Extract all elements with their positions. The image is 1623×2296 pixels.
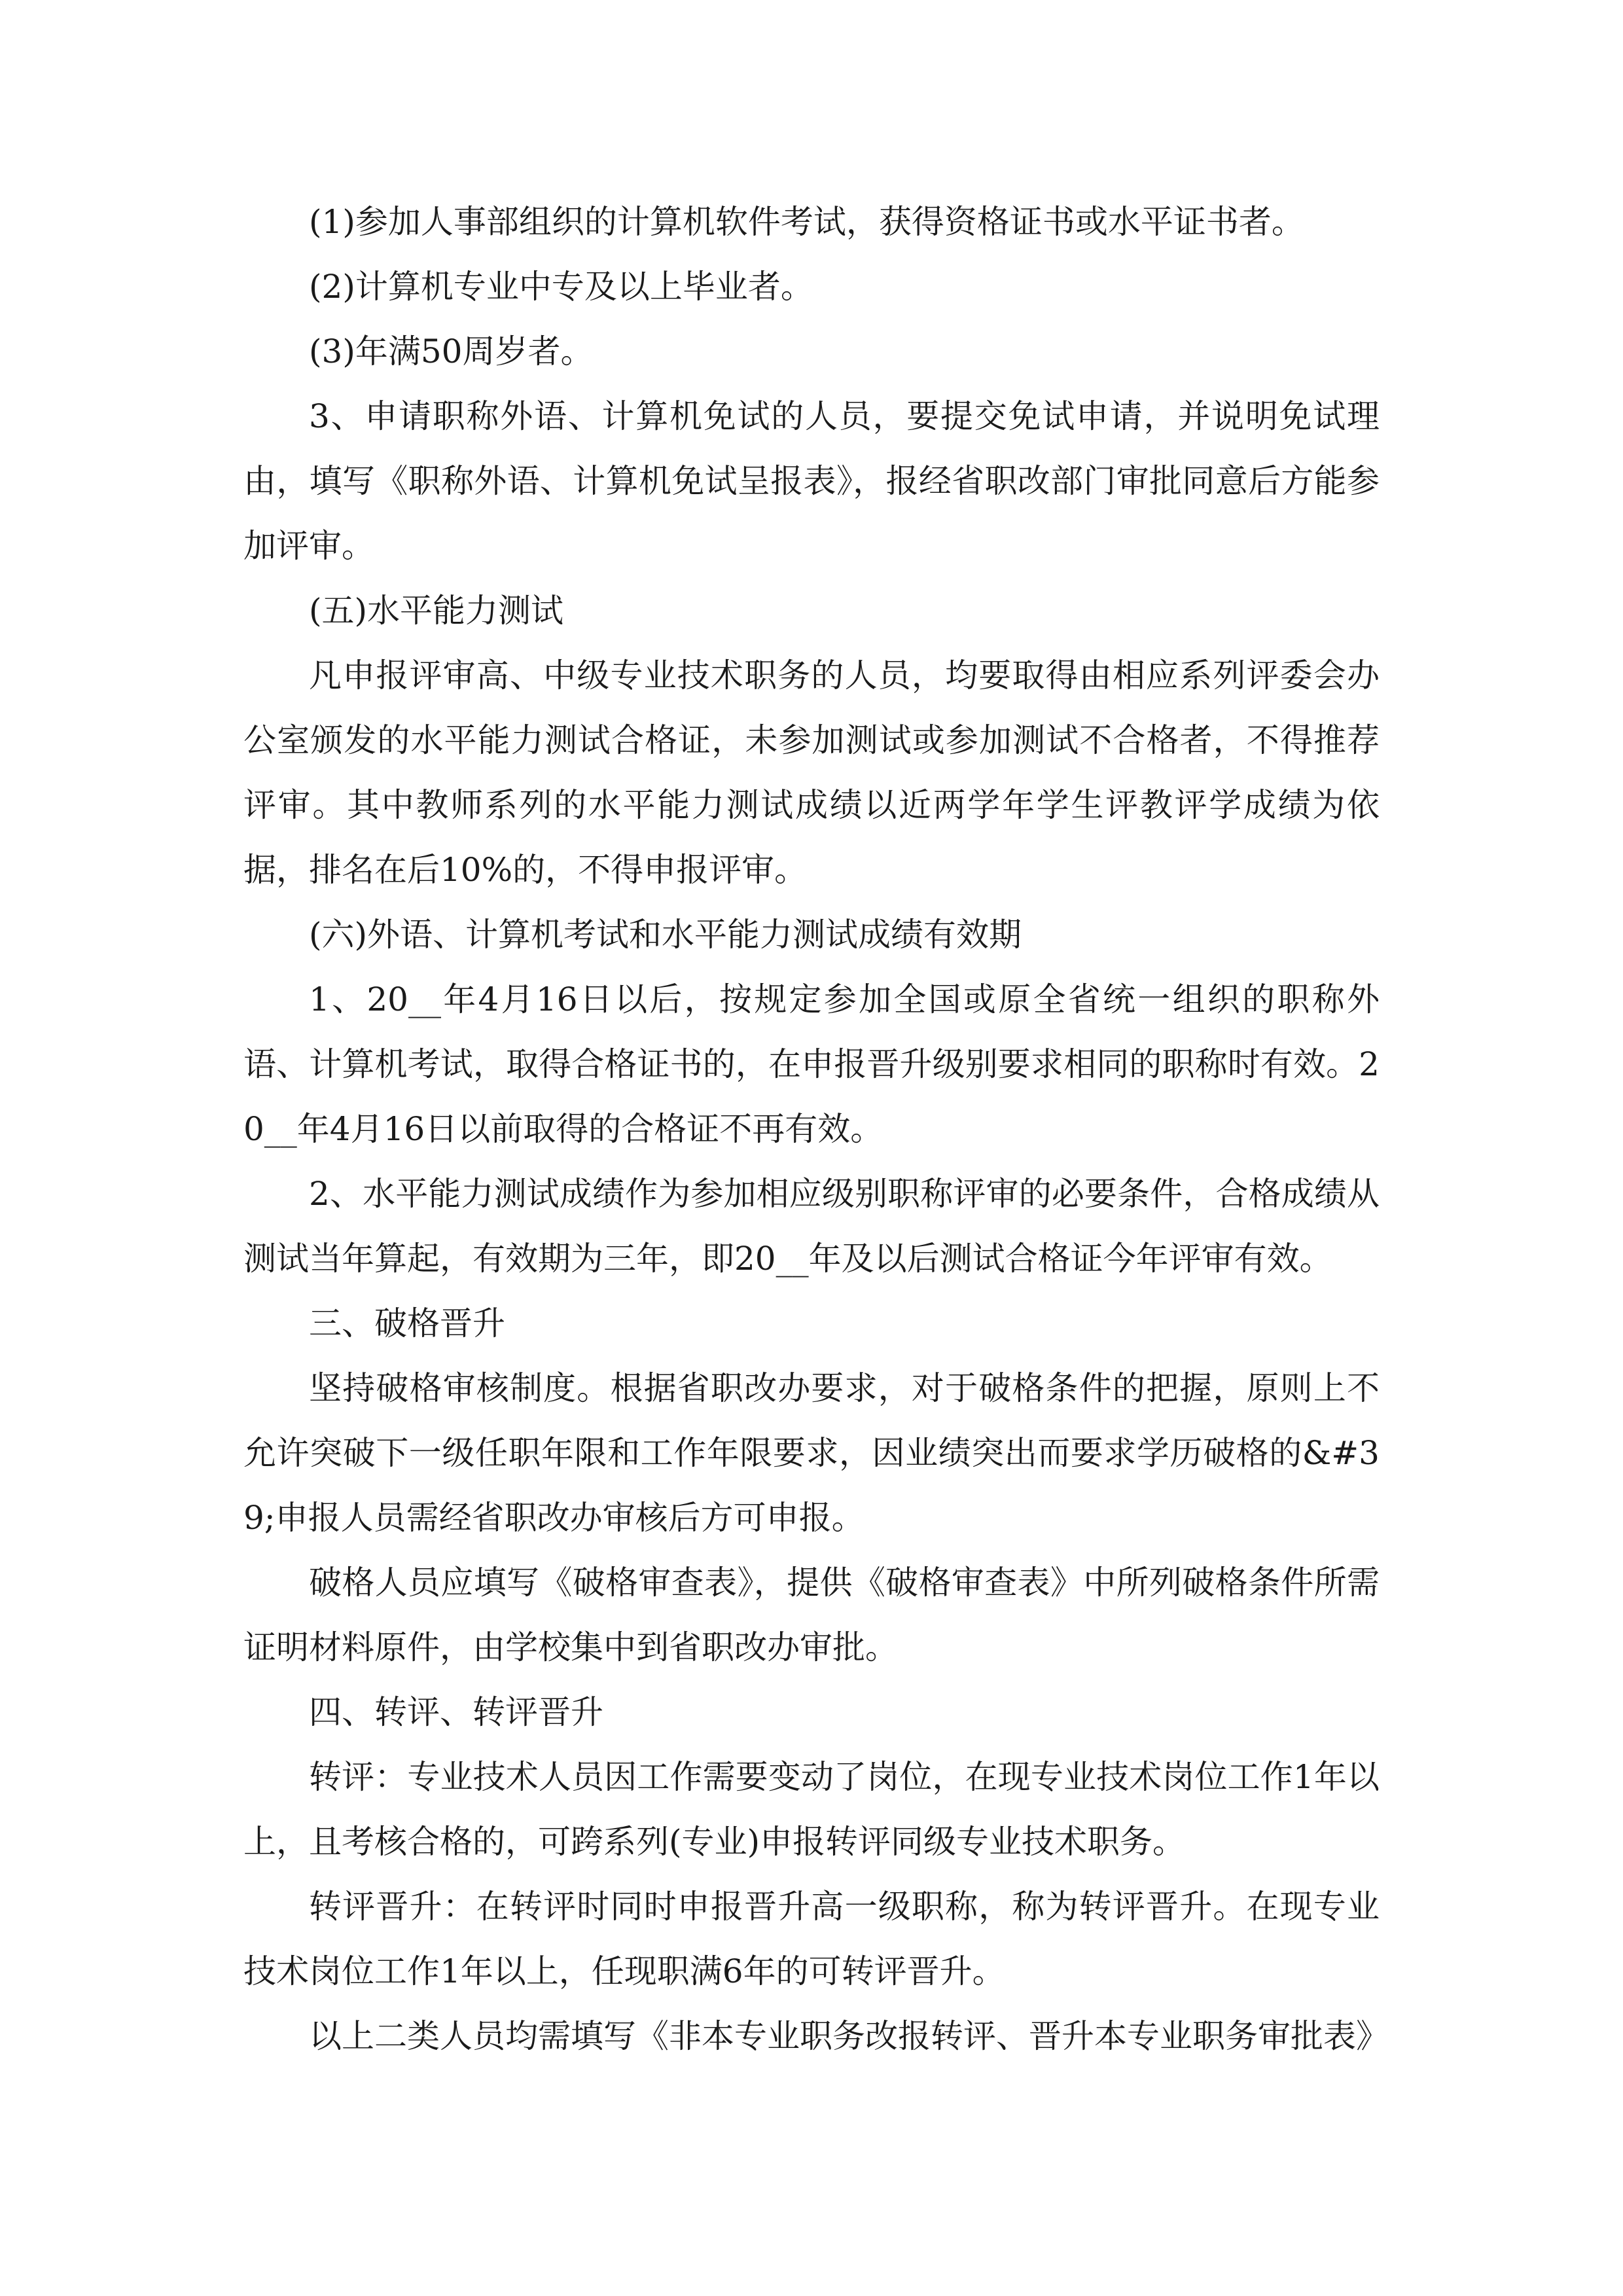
section-heading-4: 四、转评、转评晋升 bbox=[309, 1693, 603, 1731]
section-heading-3: 三、破格晋升 bbox=[309, 1304, 505, 1342]
paragraph-6: 凡申报评审高、中级专业技术职务的人员，均要取得由相应系列评委会办公室颁发的水平能力测试合格证，未参加测试或参加测试不合格者，不得推荐评审。其中教师系列的水平能力测试成绩以近两学年学生评教评学成绩为依据，排名在后10%的，不得申报评审。 bbox=[243, 656, 1380, 889]
paragraph-8: 1、20__年4月16日以后，按规定参加全国或原全省统一组织的职称外语、计算机考试，取得合格证书的，在申报晋升级别要求相同的职称时有效。20__年4月16日以前取得的合格证不再有效。 bbox=[243, 980, 1380, 1148]
paragraph-16: 以上二类人员均需填写《非本专业职务改报转评、晋升本专业职务审批表》 bbox=[309, 2017, 1389, 2055]
paragraph-9: 2、水平能力测试成绩作为参加相应级别职称评审的必要条件，合格成绩从测试当年算起，有效期为三年，即20__年及以后测试合格证今年评审有效。 bbox=[243, 1175, 1380, 1278]
paragraph-3: (3)年满50周岁者。 bbox=[309, 332, 594, 370]
paragraph-1: (1)参加人事部组织的计算机软件考试，获得资格证书或水平证书者。 bbox=[309, 203, 1304, 241]
paragraph-14: 转评：专业技术人员因工作需要变动了岗位，在现专业技术岗位工作1年以上，且考核合格的，可跨系列(专业)申报转评同级专业技术职务。 bbox=[243, 1758, 1380, 1861]
paragraph-4: 3、申请职称外语、计算机免试的人员，要提交免试申请，并说明免试理由，填写《职称外语、计算机免试呈报表》，报经省职改部门审批同意后方能参加评审。 bbox=[243, 397, 1380, 565]
paragraph-12: 破格人员应填写《破格审查表》，提供《破格审查表》中所列破格条件所需证明材料原件，由学校集中到省职改办审批。 bbox=[243, 1564, 1380, 1666]
paragraph-15: 转评晋升：在转评时同时申报晋升高一级职称，称为转评晋升。在现专业技术岗位工作1年以上，任现职满6年的可转评晋升。 bbox=[243, 1888, 1380, 1990]
section-heading-5: (五)水平能力测试 bbox=[309, 592, 564, 630]
document-body bbox=[243, 190, 1389, 2069]
paragraph-2: (2)计算机专业中专及以上毕业者。 bbox=[309, 268, 813, 306]
section-heading-6: (六)外语、计算机考试和水平能力测试成绩有效期 bbox=[309, 916, 1022, 954]
paragraph-11: 坚持破格审核制度。根据省职改办要求，对于破格条件的把握，原则上不允许突破下一级任职年限和工作年限要求，因业绩突出而要求学历破格的&#39;申报人员需经省职改办审核后方可申报。 bbox=[243, 1369, 1380, 1537]
